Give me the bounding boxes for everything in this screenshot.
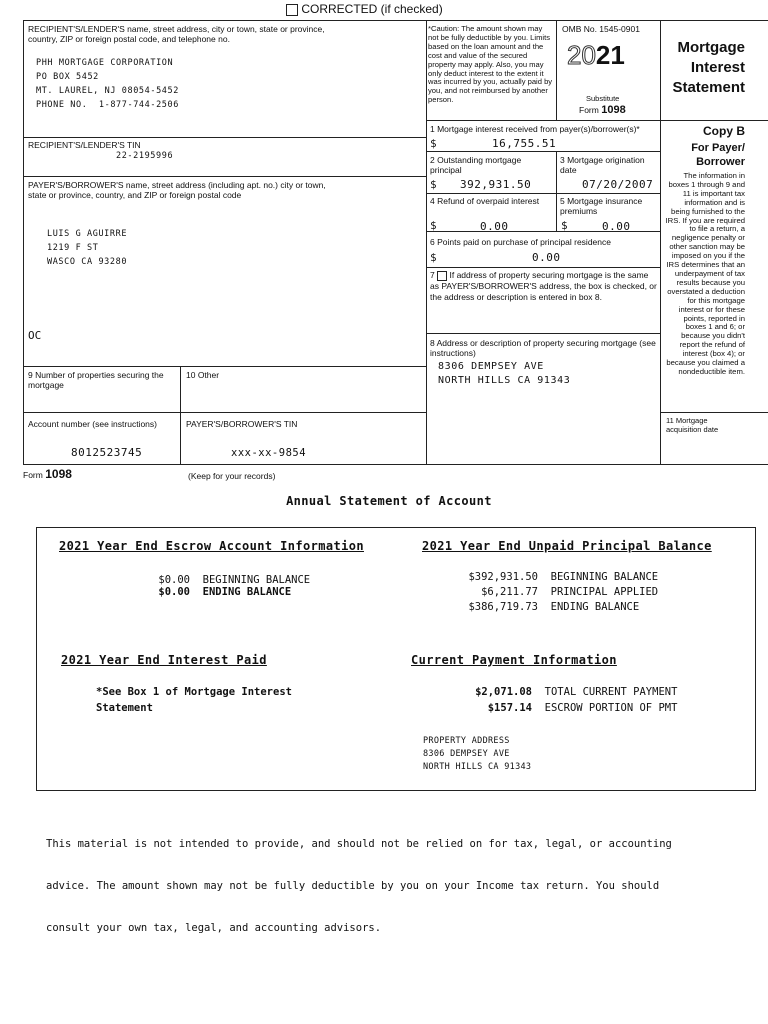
side-info-line: negligence penalty or — [671, 233, 745, 243]
property-address-line: 8306 DEMPSEY AVE — [423, 749, 510, 759]
omb-number: OMB No. 1545-0901 — [562, 24, 640, 34]
side-info-line: IRS. If you are required — [665, 215, 745, 225]
box6-value: 0.00 — [532, 251, 561, 264]
escrow-desc: ENDING BALANCE — [202, 586, 292, 598]
escrow-amount: $0.00 — [158, 574, 190, 586]
form-col-divider — [426, 20, 427, 464]
current-payment-heading: Current Payment Information — [411, 653, 617, 667]
disclaimer-line: advice. The amount shown may not be fully deductible by you on your Income tax return. You should — [46, 880, 660, 892]
recipient-tin-label: RECIPIENT'S/LENDER'S TIN — [28, 140, 141, 150]
side-info-line: because you claimed a — [666, 358, 745, 368]
box4-value: 0.00 — [480, 220, 509, 233]
escrow-row — [130, 574, 310, 586]
box6-dollar: $ — [430, 251, 438, 264]
principal-heading: 2021 Year End Unpaid Principal Balance — [422, 539, 712, 553]
payment-desc: TOTAL CURRENT PAYMENT — [544, 686, 678, 698]
box2-top-line — [426, 151, 660, 152]
escrow-amount: $0.00 — [158, 586, 190, 598]
disclaimer-line: consult your own tax, legal, and accounting advisors. — [46, 922, 382, 934]
side-info-line: IRS determines that an — [666, 260, 745, 270]
box7-num: 7 — [430, 270, 435, 280]
principal-row — [430, 570, 658, 585]
escrow-row — [130, 586, 310, 598]
box3-value: 07/20/2007 — [582, 178, 654, 191]
for-payer-line: Borrower — [696, 156, 745, 168]
principal-amount: $6,211.77 — [481, 586, 538, 598]
account-number: 8012523745 — [71, 446, 143, 459]
side-info-line: information and is — [684, 197, 745, 207]
box7-label: If address of property securing mortgage is the same as PAYER'S/BORROWER'S address, the box is checked, or the address or description is entered in box 8. — [430, 270, 657, 302]
side-info-line: overstated a deduction — [667, 286, 745, 296]
payer-tin-label: PAYER'S/BORROWER'S TIN — [186, 419, 298, 429]
recipient-line: PHH MORTGAGE CORPORATION — [36, 58, 174, 68]
form-number: 1098 — [601, 104, 626, 116]
payer-code: OC — [28, 329, 42, 342]
form-title — [660, 38, 745, 98]
box11-label: 11 Mortgage acquisition date — [666, 416, 719, 434]
escrow-table — [130, 574, 310, 598]
tax-year-light: 20 — [567, 40, 596, 70]
corrected-checkbox-row — [286, 2, 443, 16]
property-address — [423, 735, 531, 774]
box9-top-line — [23, 366, 426, 367]
box7 — [430, 270, 658, 303]
box3-divider — [556, 151, 557, 231]
box8-line: 8306 DEMPSEY AVE — [438, 361, 544, 372]
disclaimer — [46, 809, 672, 949]
box8-label: 8 Address or description of property securing mortgage (see instructions) — [430, 338, 656, 358]
box2-value: 392,931.50 — [460, 178, 532, 191]
box4-label: 4 Refund of overpaid interest — [430, 196, 540, 206]
box5-dollar: $ — [561, 219, 569, 232]
side-info-line: interest or for these — [678, 304, 745, 314]
box2-dollar: $ — [430, 178, 438, 191]
corrected-checkbox[interactable] — [286, 4, 298, 16]
payment-amount: $157.14 — [487, 702, 532, 714]
principal-row — [430, 585, 658, 600]
interest-paid-heading: 2021 Year End Interest Paid — [61, 653, 267, 667]
box4-top-line — [426, 193, 660, 194]
box8-line: NORTH HILLS CA 91343 — [438, 375, 571, 386]
box9-divider — [180, 366, 181, 464]
box10-label: 10 Other — [186, 370, 220, 380]
escrow-desc: BEGINNING BALANCE — [202, 574, 311, 586]
payer-tin: xxx-xx-9854 — [231, 447, 307, 459]
form-bottom-border — [23, 464, 768, 465]
recipient-label: RECIPIENT'S/LENDER'S name, street address, city or town, state or province, country, ZIP or foreign postal code, and telephone no. — [28, 24, 325, 44]
box1-top-line — [426, 120, 768, 121]
tax-year-bold: 21 — [595, 40, 625, 70]
box6-label: 6 Points paid on purchase of principal residence — [430, 237, 611, 247]
form-title-line: Interest — [690, 59, 745, 76]
corrected-label: CORRECTED (if checked) — [301, 2, 443, 16]
side-info-line: boxes 1 through 9 and — [668, 179, 745, 189]
principal-desc: BEGINNING BALANCE — [550, 571, 659, 583]
recipient-line: MT. LAUREL, NJ 08054-5452 — [36, 86, 179, 96]
payer-line: LUIS G AGUIRRE — [47, 229, 128, 239]
disclaimer-line: This material is not intended to provide, and should not be relied on for tax, legal, or accounting — [46, 838, 672, 850]
principal-table — [430, 570, 658, 615]
box8-top-line — [426, 333, 660, 334]
payer-address — [47, 227, 127, 269]
principal-amount: $392,931.50 — [468, 571, 538, 583]
payment-amount: $2,071.08 — [475, 686, 532, 698]
annual-statement-title: Annual Statement of Account — [286, 494, 492, 508]
recipient-line: PO BOX 5452 — [36, 72, 99, 82]
side-info-line: underpayment of tax — [674, 268, 745, 278]
keep-records: (Keep for your records) — [188, 471, 276, 481]
payment-row — [430, 700, 677, 716]
box7-checkbox[interactable] — [437, 271, 447, 281]
interest-paid-note — [96, 684, 292, 716]
payer-line: 1219 F ST — [47, 243, 99, 253]
tin-bottom-line — [23, 176, 426, 177]
recipient-tin: 22-2195996 — [116, 151, 174, 161]
payer-label: PAYER'S/BORROWER'S name, street address (including apt. no.) city or town, state or province, country, and ZIP or foreign postal code — [28, 180, 326, 200]
side-info-line: points, reported in — [683, 313, 745, 323]
form-title-line: Mortgage — [677, 39, 745, 56]
account-top-line — [23, 412, 426, 413]
form-number-bottom: 1098 — [45, 467, 72, 481]
box2-label: 2 Outstanding mortgage principal — [430, 155, 522, 175]
payer-line: WASCO CA 93280 — [47, 257, 128, 267]
tax-year — [567, 40, 625, 71]
form-left-border — [23, 20, 24, 464]
property-address-line: PROPERTY ADDRESS — [423, 736, 510, 746]
box5-label: 5 Mortgage insurance premiums — [560, 196, 643, 216]
side-info-line: results because you — [676, 277, 745, 287]
property-address-line: NORTH HILLS CA 91343 — [423, 762, 532, 772]
payment-row — [430, 684, 677, 700]
side-info-text — [660, 172, 745, 377]
copy-b: Copy B — [703, 124, 745, 138]
side-info-line: nondeductible item. — [678, 366, 745, 376]
side-info-line: because you didn't — [681, 331, 745, 341]
side-info-line: imposed on you if the — [671, 251, 745, 261]
box7-top-line — [426, 267, 660, 268]
principal-amount: $386,719.73 — [468, 601, 538, 613]
box9-label: 9 Number of properties securing the mortgage — [28, 370, 164, 390]
account-label: Account number (see instructions) — [28, 419, 157, 429]
current-payment-table — [430, 684, 677, 716]
box3-label: 3 Mortgage origination date — [560, 155, 645, 175]
principal-desc: PRINCIPAL APPLIED — [550, 586, 659, 598]
recipient-line: PHONE NO. 1-877-744-2506 — [36, 100, 179, 110]
form-id-top — [579, 104, 626, 116]
form-id-bottom — [23, 467, 72, 481]
side-info-line: 11 is important tax — [682, 188, 745, 198]
form-prefix-bottom: Form — [23, 470, 43, 480]
box11-top-line — [660, 412, 768, 413]
box1-value: 16,755.51 — [492, 137, 557, 150]
side-info-line: The information in — [683, 171, 745, 180]
side-info-line: interest (box 4); or — [682, 349, 745, 359]
escrow-heading: 2021 Year End Escrow Account Information — [59, 539, 364, 553]
form-prefix: Form — [579, 105, 599, 115]
interest-paid-line: Statement — [96, 702, 153, 714]
form-top-border — [23, 20, 768, 21]
interest-paid-line: *See Box 1 of Mortgage Interest — [96, 686, 292, 698]
box5-value: 0.00 — [602, 220, 631, 233]
side-info-line: other sanction may be — [669, 242, 745, 252]
substitute-label: Substitute — [586, 94, 620, 103]
recipient-address — [36, 56, 179, 112]
box4-dollar: $ — [430, 219, 438, 232]
for-payer — [662, 141, 745, 169]
box1-label: 1 Mortgage interest received from payer(s)/borrower(s)* — [430, 124, 640, 134]
recipient-bottom-line — [23, 137, 426, 138]
principal-desc: ENDING BALANCE — [550, 601, 640, 613]
side-info-line: boxes 1 and 6; or — [685, 322, 745, 332]
box1-dollar: $ — [430, 137, 438, 150]
side-info-line: for this mortgage — [687, 295, 745, 305]
side-info-line: report the refund of — [679, 340, 745, 350]
payment-desc: ESCROW PORTION OF PMT — [544, 702, 678, 714]
principal-row — [430, 600, 658, 615]
box8-address — [438, 360, 570, 388]
form-title-line: Statement — [672, 79, 745, 96]
for-payer-line: For Payer/ — [691, 142, 745, 154]
side-info-line: being furnished to the — [671, 206, 745, 216]
side-info-line: to file a return, a — [689, 224, 745, 234]
caution-text: *Caution: The amount shown may not be fully deductible by you. Limits based on the loan amount and the cost and value of the secured property may apply. Also, you may only deduct interest to the extent it was incurred by you, actually paid by you, and not reimbursed by another person. — [428, 24, 553, 105]
omb-divider — [556, 20, 557, 120]
